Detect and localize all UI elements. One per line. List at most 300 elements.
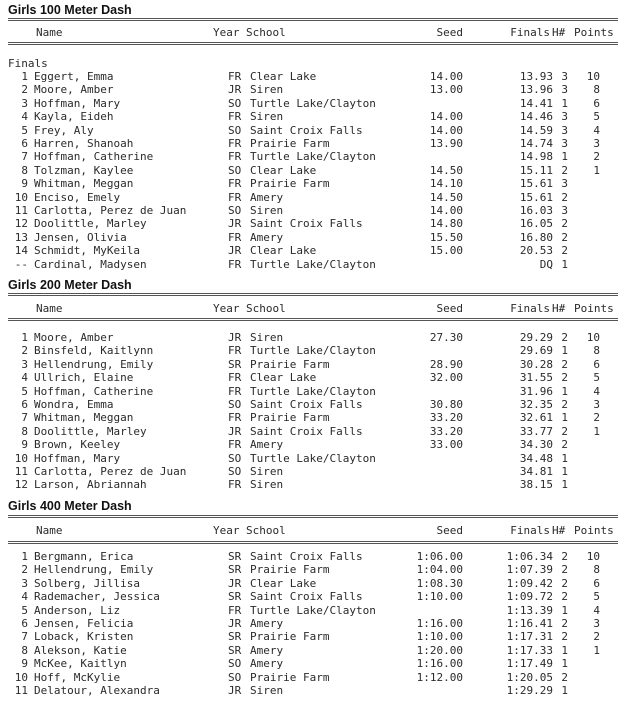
header-rule-top <box>8 515 618 518</box>
result-finals: 14.59 <box>519 123 553 137</box>
result-finals: 14.41 <box>519 96 553 110</box>
header-rule-top <box>8 18 618 21</box>
column-header-row <box>8 524 618 538</box>
result-finals: 14.46 <box>519 110 553 124</box>
result-seed: 30.80 <box>429 398 463 411</box>
result-name: Enciso, Emely <box>34 190 121 204</box>
result-row <box>8 217 618 231</box>
result-school: Siren <box>250 465 284 478</box>
result-row <box>8 358 618 372</box>
result-year: SO <box>228 96 242 110</box>
result-points: 1 <box>593 424 600 438</box>
result-heat: 1 <box>561 603 568 617</box>
result-finals: 20.53 <box>519 244 553 258</box>
result-seed: 14.00 <box>429 110 463 124</box>
result-place: 10 <box>14 190 28 204</box>
result-year: SO <box>228 204 242 217</box>
result-row <box>8 70 618 84</box>
result-name: Whitman, Meggan <box>34 411 134 425</box>
result-name: Eggert, Emma <box>34 70 114 83</box>
result-year: FR <box>228 411 242 425</box>
result-finals: 15.11 <box>519 163 553 177</box>
result-place: 10 <box>14 670 28 684</box>
result-finals: 1:09.72 <box>506 590 553 604</box>
result-row <box>8 630 618 644</box>
result-heat: 2 <box>561 371 568 385</box>
column-header-finals: Finals <box>510 524 550 537</box>
result-seed: 28.90 <box>429 357 463 371</box>
result-year: JR <box>228 331 242 344</box>
result-row <box>8 425 618 439</box>
result-finals: 33.77 <box>519 424 553 438</box>
result-points: 2 <box>593 411 600 425</box>
result-points: 1 <box>593 163 600 177</box>
header-rule-bottom <box>8 42 618 45</box>
result-finals: 32.61 <box>519 411 553 425</box>
header-rule-bottom <box>8 318 618 321</box>
result-row <box>8 204 618 218</box>
result-name: Doolittle, Marley <box>34 217 147 231</box>
column-header-heat: H# <box>552 302 566 315</box>
result-year: FR <box>228 110 242 124</box>
result-row <box>8 371 618 385</box>
result-year: JR <box>228 83 242 97</box>
result-heat: 2 <box>561 563 568 577</box>
result-seed: 32.00 <box>429 371 463 385</box>
result-year: SR <box>228 357 242 371</box>
result-name: Jensen, Olivia <box>34 230 127 244</box>
result-name: Hoffman, Catherine <box>34 150 154 164</box>
result-points: 2 <box>593 150 600 164</box>
result-heat: 1 <box>561 465 568 478</box>
result-row <box>8 684 618 698</box>
result-place: 8 <box>21 424 28 438</box>
result-place: 11 <box>14 465 28 478</box>
column-header-heat: H# <box>552 26 566 39</box>
result-finals: 29.29 <box>519 331 553 344</box>
result-row <box>8 244 618 258</box>
result-heat: 2 <box>561 590 568 604</box>
result-finals: 13.93 <box>519 70 553 83</box>
result-name: Kayla, Eideh <box>34 110 114 124</box>
result-seed: 1:12.00 <box>416 670 463 684</box>
column-header-points: Points <box>574 302 614 315</box>
result-finals: 16.80 <box>519 230 553 244</box>
result-points: 10 <box>586 331 600 344</box>
result-row <box>8 478 618 492</box>
result-points: 3 <box>593 617 600 630</box>
result-place: 3 <box>21 357 28 371</box>
result-school: Turtle Lake/Clayton <box>250 96 376 110</box>
result-points: 8 <box>593 344 600 358</box>
result-row <box>8 231 618 245</box>
result-name: Hellendrung, Emily <box>34 563 154 577</box>
result-points: 1 <box>593 643 600 657</box>
result-row <box>8 97 618 111</box>
result-school: Prairie Farm <box>250 630 330 644</box>
result-finals: 1:06.34 <box>506 550 553 563</box>
column-header-row <box>8 302 618 316</box>
result-name: Wondra, Emma <box>34 398 114 411</box>
result-points: 4 <box>593 123 600 137</box>
result-school: Saint Croix Falls <box>250 550 363 563</box>
result-name: Doolittle, Marley <box>34 424 147 438</box>
result-school: Saint Croix Falls <box>250 590 363 604</box>
result-place: 1 <box>21 70 28 83</box>
result-seed: 27.30 <box>429 331 463 344</box>
result-school: Turtle Lake/Clayton <box>250 257 376 271</box>
result-seed: 14.00 <box>429 123 463 137</box>
column-header-year: Year <box>213 302 240 315</box>
result-year: FR <box>228 384 242 398</box>
result-heat: 1 <box>561 411 568 425</box>
result-place: 6 <box>21 398 28 411</box>
result-finals: 13.96 <box>519 83 553 97</box>
result-year: JR <box>228 576 242 590</box>
header-rule-bottom <box>8 541 618 544</box>
result-row <box>8 137 618 151</box>
event-title: Girls 100 Meter Dash <box>8 3 132 17</box>
result-place: 11 <box>14 684 28 697</box>
result-school: Clear Lake <box>250 70 317 83</box>
result-year: FR <box>228 177 242 191</box>
result-year: FR <box>228 70 242 83</box>
result-heat: 2 <box>561 357 568 371</box>
result-points: 4 <box>593 384 600 398</box>
result-name: Hoffman, Catherine <box>34 384 154 398</box>
column-header-finals: Finals <box>510 26 550 39</box>
result-heat: 2 <box>561 163 568 177</box>
column-header-row <box>8 26 618 40</box>
result-heat: 1 <box>561 684 568 697</box>
result-name: Moore, Amber <box>34 83 114 97</box>
result-row <box>8 164 618 178</box>
result-row <box>8 657 618 671</box>
result-row <box>8 385 618 399</box>
result-finals: 16.05 <box>519 217 553 231</box>
result-name: Binsfeld, Kaitlynn <box>34 344 154 358</box>
round-subheading <box>8 57 618 71</box>
result-year: SO <box>228 398 242 411</box>
result-year: SO <box>228 123 242 137</box>
result-place: 12 <box>14 478 28 492</box>
result-name: Brown, Keeley <box>34 438 121 452</box>
result-seed: 33.20 <box>429 411 463 425</box>
result-school: Siren <box>250 684 284 697</box>
result-place: 6 <box>21 137 28 150</box>
result-finals: 14.98 <box>519 150 553 164</box>
result-heat: 1 <box>561 344 568 358</box>
result-finals: 32.35 <box>519 398 553 411</box>
result-row <box>8 438 618 452</box>
result-finals: 1:16.41 <box>506 617 553 630</box>
result-seed: 1:16.00 <box>416 657 463 671</box>
result-year: SR <box>228 630 242 644</box>
result-row <box>8 83 618 97</box>
result-school: Clear Lake <box>250 244 317 258</box>
result-heat: 2 <box>561 244 568 258</box>
result-heat: 3 <box>561 177 568 191</box>
result-name: Moore, Amber <box>34 331 114 344</box>
result-heat: 2 <box>561 550 568 563</box>
result-year: FR <box>228 137 242 150</box>
result-points: 2 <box>593 630 600 644</box>
result-row <box>8 550 618 564</box>
result-year: SR <box>228 563 242 577</box>
result-heat: 1 <box>561 150 568 164</box>
result-name: Larson, Abriannah <box>34 478 147 492</box>
result-year: FR <box>228 371 242 385</box>
result-seed: 1:16.00 <box>416 617 463 630</box>
result-finals: 15.61 <box>519 190 553 204</box>
result-seed: 1:08.30 <box>416 576 463 590</box>
result-row <box>8 191 618 205</box>
result-seed: 15.00 <box>429 244 463 258</box>
result-school: Saint Croix Falls <box>250 217 363 231</box>
result-place: 7 <box>21 630 28 644</box>
result-points: 8 <box>593 563 600 577</box>
result-heat: 2 <box>561 617 568 630</box>
result-heat: 2 <box>561 630 568 644</box>
result-name: Hoffman, Mary <box>34 96 121 110</box>
result-finals: 14.74 <box>519 137 553 150</box>
result-place: 1 <box>21 331 28 344</box>
result-school: Prairie Farm <box>250 177 330 191</box>
result-row <box>8 563 618 577</box>
column-header-year: Year <box>213 26 240 39</box>
result-row <box>8 177 618 191</box>
result-school: Prairie Farm <box>250 563 330 577</box>
result-name: Carlotta, Perez de Juan <box>34 204 187 217</box>
result-heat: 3 <box>561 110 568 124</box>
result-seed: 1:06.00 <box>416 550 463 563</box>
result-school: Amery <box>250 438 284 452</box>
result-year: SO <box>228 670 242 684</box>
result-name: Whitman, Meggan <box>34 177 134 191</box>
result-year: FR <box>228 190 242 204</box>
result-school: Clear Lake <box>250 576 317 590</box>
result-row <box>8 644 618 658</box>
result-heat: 2 <box>561 217 568 231</box>
result-school: Clear Lake <box>250 163 317 177</box>
result-heat: 2 <box>561 398 568 411</box>
result-year: SO <box>228 451 242 465</box>
result-seed: 1:20.00 <box>416 643 463 657</box>
result-school: Turtle Lake/Clayton <box>250 603 376 617</box>
result-seed: 1:10.00 <box>416 630 463 644</box>
result-row <box>8 331 618 345</box>
result-row <box>8 465 618 479</box>
result-row <box>8 452 618 466</box>
result-name: Solberg, Jillisa <box>34 576 140 590</box>
round-label: Finals <box>8 57 48 70</box>
column-header-name: Name <box>36 26 63 39</box>
result-school: Siren <box>250 110 284 124</box>
result-year: FR <box>228 478 242 492</box>
result-points: 5 <box>593 371 600 385</box>
result-seed: 14.10 <box>429 177 463 191</box>
result-heat: 3 <box>561 204 568 217</box>
column-header-heat: H# <box>552 524 566 537</box>
result-heat: 2 <box>561 438 568 452</box>
result-seed: 15.50 <box>429 230 463 244</box>
result-year: SO <box>228 657 242 671</box>
result-school: Saint Croix Falls <box>250 123 363 137</box>
result-points: 5 <box>593 590 600 604</box>
result-heat: 1 <box>561 257 568 271</box>
result-row <box>8 344 618 358</box>
result-school: Prairie Farm <box>250 670 330 684</box>
result-place: 5 <box>21 123 28 137</box>
result-finals: 15.61 <box>519 177 553 191</box>
result-finals: 34.30 <box>519 438 553 452</box>
result-row <box>8 617 618 631</box>
result-name: Schmidt, MyKeila <box>34 244 140 258</box>
result-heat: 2 <box>561 424 568 438</box>
column-header-name: Name <box>36 302 63 315</box>
result-heat: 2 <box>561 331 568 344</box>
result-seed: 33.20 <box>429 424 463 438</box>
result-row <box>8 671 618 685</box>
column-header-seed: Seed <box>436 524 463 537</box>
result-place: 6 <box>21 617 28 630</box>
column-header-points: Points <box>574 26 614 39</box>
result-heat: 1 <box>561 384 568 398</box>
result-seed: 14.50 <box>429 163 463 177</box>
result-place: 3 <box>21 576 28 590</box>
result-school: Turtle Lake/Clayton <box>250 451 376 465</box>
result-seed: 14.50 <box>429 190 463 204</box>
column-header-seed: Seed <box>436 26 463 39</box>
column-header-seed: Seed <box>436 302 463 315</box>
result-finals: 1:17.33 <box>506 643 553 657</box>
result-place: 3 <box>21 96 28 110</box>
result-place: 2 <box>21 563 28 577</box>
result-seed: 1:04.00 <box>416 563 463 577</box>
result-row <box>8 604 618 618</box>
result-row <box>8 411 618 425</box>
result-name: Anderson, Liz <box>34 603 121 617</box>
result-school: Turtle Lake/Clayton <box>250 150 376 164</box>
result-finals: 29.69 <box>519 344 553 358</box>
result-school: Turtle Lake/Clayton <box>250 344 376 358</box>
result-year: FR <box>228 344 242 358</box>
result-place: 2 <box>21 344 28 358</box>
result-seed: 14.00 <box>429 70 463 83</box>
result-points: 4 <box>593 603 600 617</box>
result-year: SR <box>228 590 242 604</box>
result-school: Amery <box>250 230 284 244</box>
result-finals: 1:17.31 <box>506 630 553 644</box>
result-place: 13 <box>14 230 28 244</box>
result-place: 1 <box>21 550 28 563</box>
result-name: Jensen, Felicia <box>34 617 134 630</box>
result-school: Turtle Lake/Clayton <box>250 384 376 398</box>
result-finals: 1:29.29 <box>506 684 553 697</box>
result-seed: 14.00 <box>429 204 463 217</box>
result-school: Saint Croix Falls <box>250 424 363 438</box>
result-name: Hoffman, Mary <box>34 451 121 465</box>
result-name: Loback, Kristen <box>34 630 134 644</box>
result-points: 10 <box>586 550 600 563</box>
result-school: Prairie Farm <box>250 411 330 425</box>
result-year: SO <box>228 465 242 478</box>
result-place: 9 <box>21 438 28 452</box>
result-finals: 1:07.39 <box>506 563 553 577</box>
event-title: Girls 400 Meter Dash <box>8 499 132 513</box>
result-points: 6 <box>593 576 600 590</box>
result-heat: 3 <box>561 83 568 97</box>
result-points: 6 <box>593 96 600 110</box>
result-year: FR <box>228 257 242 271</box>
result-year: JR <box>228 424 242 438</box>
result-year: JR <box>228 217 242 231</box>
result-seed: 33.00 <box>429 438 463 452</box>
result-points: 3 <box>593 398 600 411</box>
column-header-school: School <box>246 302 286 315</box>
column-header-name: Name <box>36 524 63 537</box>
event-title: Girls 200 Meter Dash <box>8 278 132 292</box>
result-row <box>8 150 618 164</box>
result-place: 11 <box>14 204 28 217</box>
result-place: 5 <box>21 384 28 398</box>
result-heat: 1 <box>561 451 568 465</box>
result-place: 7 <box>21 150 28 164</box>
column-header-year: Year <box>213 524 240 537</box>
result-name: Tolzman, Kaylee <box>34 163 134 177</box>
result-seed: 13.90 <box>429 137 463 150</box>
column-header-points: Points <box>574 524 614 537</box>
result-name: Harren, Shanoah <box>34 137 134 150</box>
header-rule-top <box>8 293 618 296</box>
result-seed: 13.00 <box>429 83 463 97</box>
result-name: Cardinal, Madysen <box>34 257 147 271</box>
result-finals: 1:09.42 <box>506 576 553 590</box>
result-place: 7 <box>21 411 28 425</box>
result-finals: 34.48 <box>519 451 553 465</box>
result-finals: DQ <box>539 257 553 271</box>
result-name: Hoff, McKylie <box>34 670 121 684</box>
result-year: SO <box>228 163 242 177</box>
result-place: 4 <box>21 590 28 604</box>
result-year: JR <box>228 617 242 630</box>
result-place: 8 <box>21 643 28 657</box>
result-heat: 3 <box>561 70 568 83</box>
result-school: Saint Croix Falls <box>250 398 363 411</box>
result-name: Frey, Aly <box>34 123 94 137</box>
result-row <box>8 398 618 412</box>
column-header-school: School <box>246 26 286 39</box>
result-heat: 1 <box>561 657 568 671</box>
result-school: Prairie Farm <box>250 357 330 371</box>
result-school: Amery <box>250 190 284 204</box>
result-year: JR <box>228 684 242 697</box>
result-school: Siren <box>250 478 284 492</box>
result-finals: 16.03 <box>519 204 553 217</box>
result-school: Siren <box>250 83 284 97</box>
result-place: 10 <box>14 451 28 465</box>
result-year: FR <box>228 150 242 164</box>
result-heat: 2 <box>561 670 568 684</box>
result-place: 4 <box>21 110 28 124</box>
result-finals: 1:13.39 <box>506 603 553 617</box>
result-finals: 31.96 <box>519 384 553 398</box>
result-name: Carlotta, Perez de Juan <box>34 465 187 478</box>
result-heat: 1 <box>561 96 568 110</box>
result-name: Bergmann, Erica <box>34 550 134 563</box>
result-year: JR <box>228 244 242 258</box>
result-heat: 1 <box>561 478 568 492</box>
